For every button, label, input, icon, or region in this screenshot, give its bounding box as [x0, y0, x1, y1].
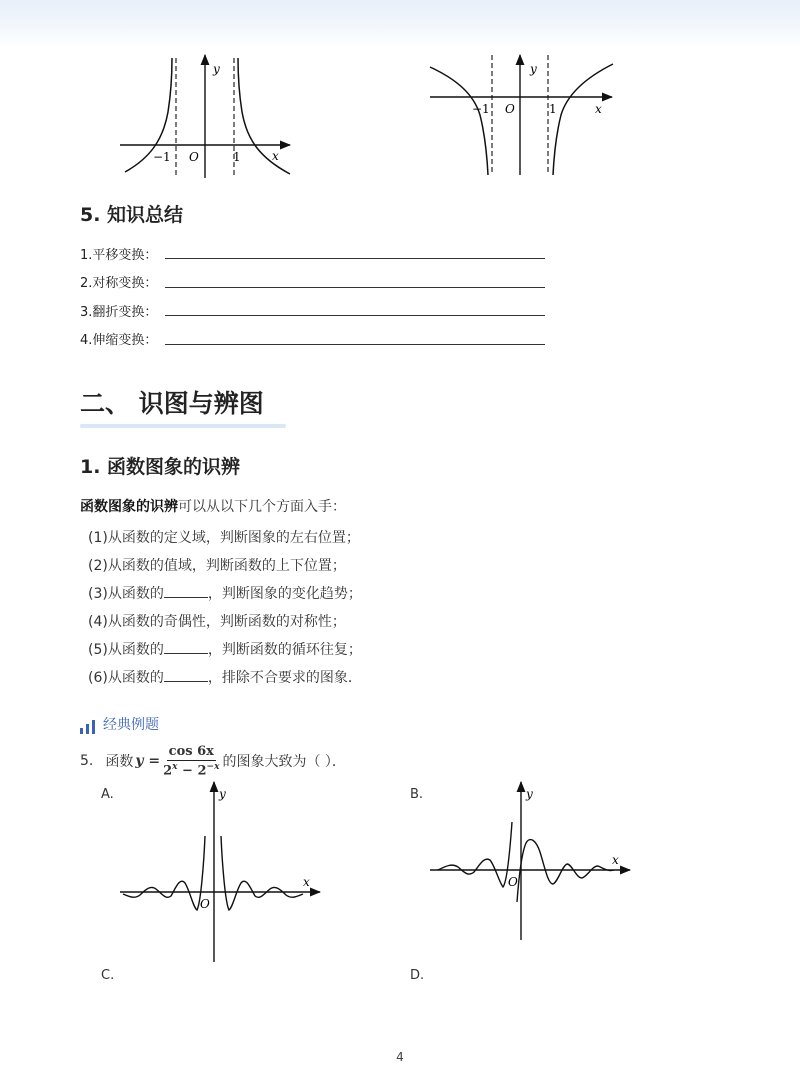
intro-rest: 可以从以下几个方面入手：: [178, 499, 346, 515]
method-item: [88, 583, 362, 603]
page-header-band: [0, 0, 800, 48]
label-x: x: [303, 875, 310, 889]
method-text: (1)从函数的定义域，判断图象的左右位置；: [88, 530, 360, 546]
intro-text: [80, 496, 346, 516]
method-text: ，判断图象的变化趋势；: [207, 586, 362, 602]
bar-chart-icon: [80, 720, 95, 734]
label-origin: O: [189, 150, 199, 164]
section-title-underline: [80, 424, 286, 428]
question-5: [80, 744, 346, 778]
intro-bold: 函数图象的识辨: [80, 499, 178, 515]
summary-label: 1.平移变换：: [80, 248, 158, 263]
label-pos1: 1: [233, 150, 241, 164]
page-number: 4: [396, 1050, 404, 1064]
method-blank[interactable]: [164, 583, 208, 598]
fill-line-translation[interactable]: [165, 258, 545, 259]
question-suffix: 的图象大致为（ ）．: [222, 754, 346, 771]
subsection-title: 1. 函数图象的识辨: [80, 456, 241, 478]
fill-line-scaling[interactable]: [165, 344, 545, 345]
method-text: ，排除不合要求的图象．: [207, 670, 362, 686]
summary-item-symmetry: [80, 272, 162, 291]
option-b-label[interactable]: B.: [410, 787, 424, 802]
method-item: [88, 527, 360, 547]
label-origin: O: [505, 102, 515, 116]
fill-line-symmetry[interactable]: [165, 287, 545, 288]
example-header: [80, 714, 159, 734]
label-neg1: −1: [153, 150, 171, 164]
method-text: ，判断函数的循环往复；: [207, 642, 362, 658]
summary-item-translation: [80, 244, 162, 263]
method-text: (2)从函数的值域，判断函数的上下位置；: [88, 558, 346, 574]
fraction-denominator: $2^x - 2^{-x}$: [163, 762, 220, 779]
method-item: [88, 611, 346, 631]
label-y: y: [213, 62, 220, 76]
curve-left: [123, 836, 205, 910]
method-text: (6)从函数的: [88, 670, 164, 686]
label-x: x: [595, 102, 602, 116]
fill-line-flip[interactable]: [165, 315, 545, 316]
curve-right: [553, 64, 613, 175]
summary-label: 2.对称变换：: [80, 276, 158, 291]
summary-label: 4.伸缩变换：: [80, 333, 158, 348]
curve-right: [221, 836, 303, 910]
method-blank[interactable]: [164, 667, 208, 682]
label-x: x: [612, 853, 619, 867]
option-c-label[interactable]: C.: [101, 968, 115, 983]
method-text: (4)从函数的奇偶性，判断函数的对称性；: [88, 614, 346, 630]
question-number: 5.: [80, 753, 94, 770]
summary-item-scaling: [80, 329, 162, 348]
method-item: [88, 555, 346, 575]
label-y: y: [526, 787, 533, 801]
curve-right: [238, 58, 290, 174]
summary-item-flip: [80, 301, 162, 320]
curve-left: [438, 822, 512, 887]
option-a-label[interactable]: A.: [101, 787, 114, 802]
summary-label: 3.翻折变换：: [80, 305, 158, 320]
label-pos1: 1: [549, 102, 557, 116]
example-header-label: 经典例题: [103, 717, 159, 733]
label-x: x: [272, 149, 279, 163]
summary-title: 5. 知识总结: [80, 204, 184, 226]
option-d-label[interactable]: D.: [410, 968, 425, 983]
label-y: y: [219, 787, 226, 801]
option-b-graph[interactable]: [425, 778, 635, 948]
method-item: [88, 667, 362, 687]
method-blank[interactable]: [164, 639, 208, 654]
question-variable: y =: [135, 753, 161, 770]
question-fraction: [163, 744, 219, 778]
label-origin: O: [200, 897, 210, 911]
method-item: [88, 639, 362, 659]
label-origin: O: [508, 875, 518, 889]
method-text: (3)从函数的: [88, 586, 164, 602]
label-neg1: −1: [472, 102, 490, 116]
graph-curve-1: [115, 50, 300, 185]
question-prefix: 函数: [105, 754, 134, 771]
option-a-graph[interactable]: [115, 778, 325, 966]
graph-curve-2: [425, 50, 620, 180]
fraction-numerator: cos 6x: [168, 744, 214, 759]
curve-right: [517, 840, 614, 902]
label-y: y: [530, 62, 537, 76]
method-text: (5)从函数的: [88, 642, 164, 658]
curve-left: [430, 67, 488, 175]
section-title: 二、 识图与辨图: [80, 389, 264, 418]
